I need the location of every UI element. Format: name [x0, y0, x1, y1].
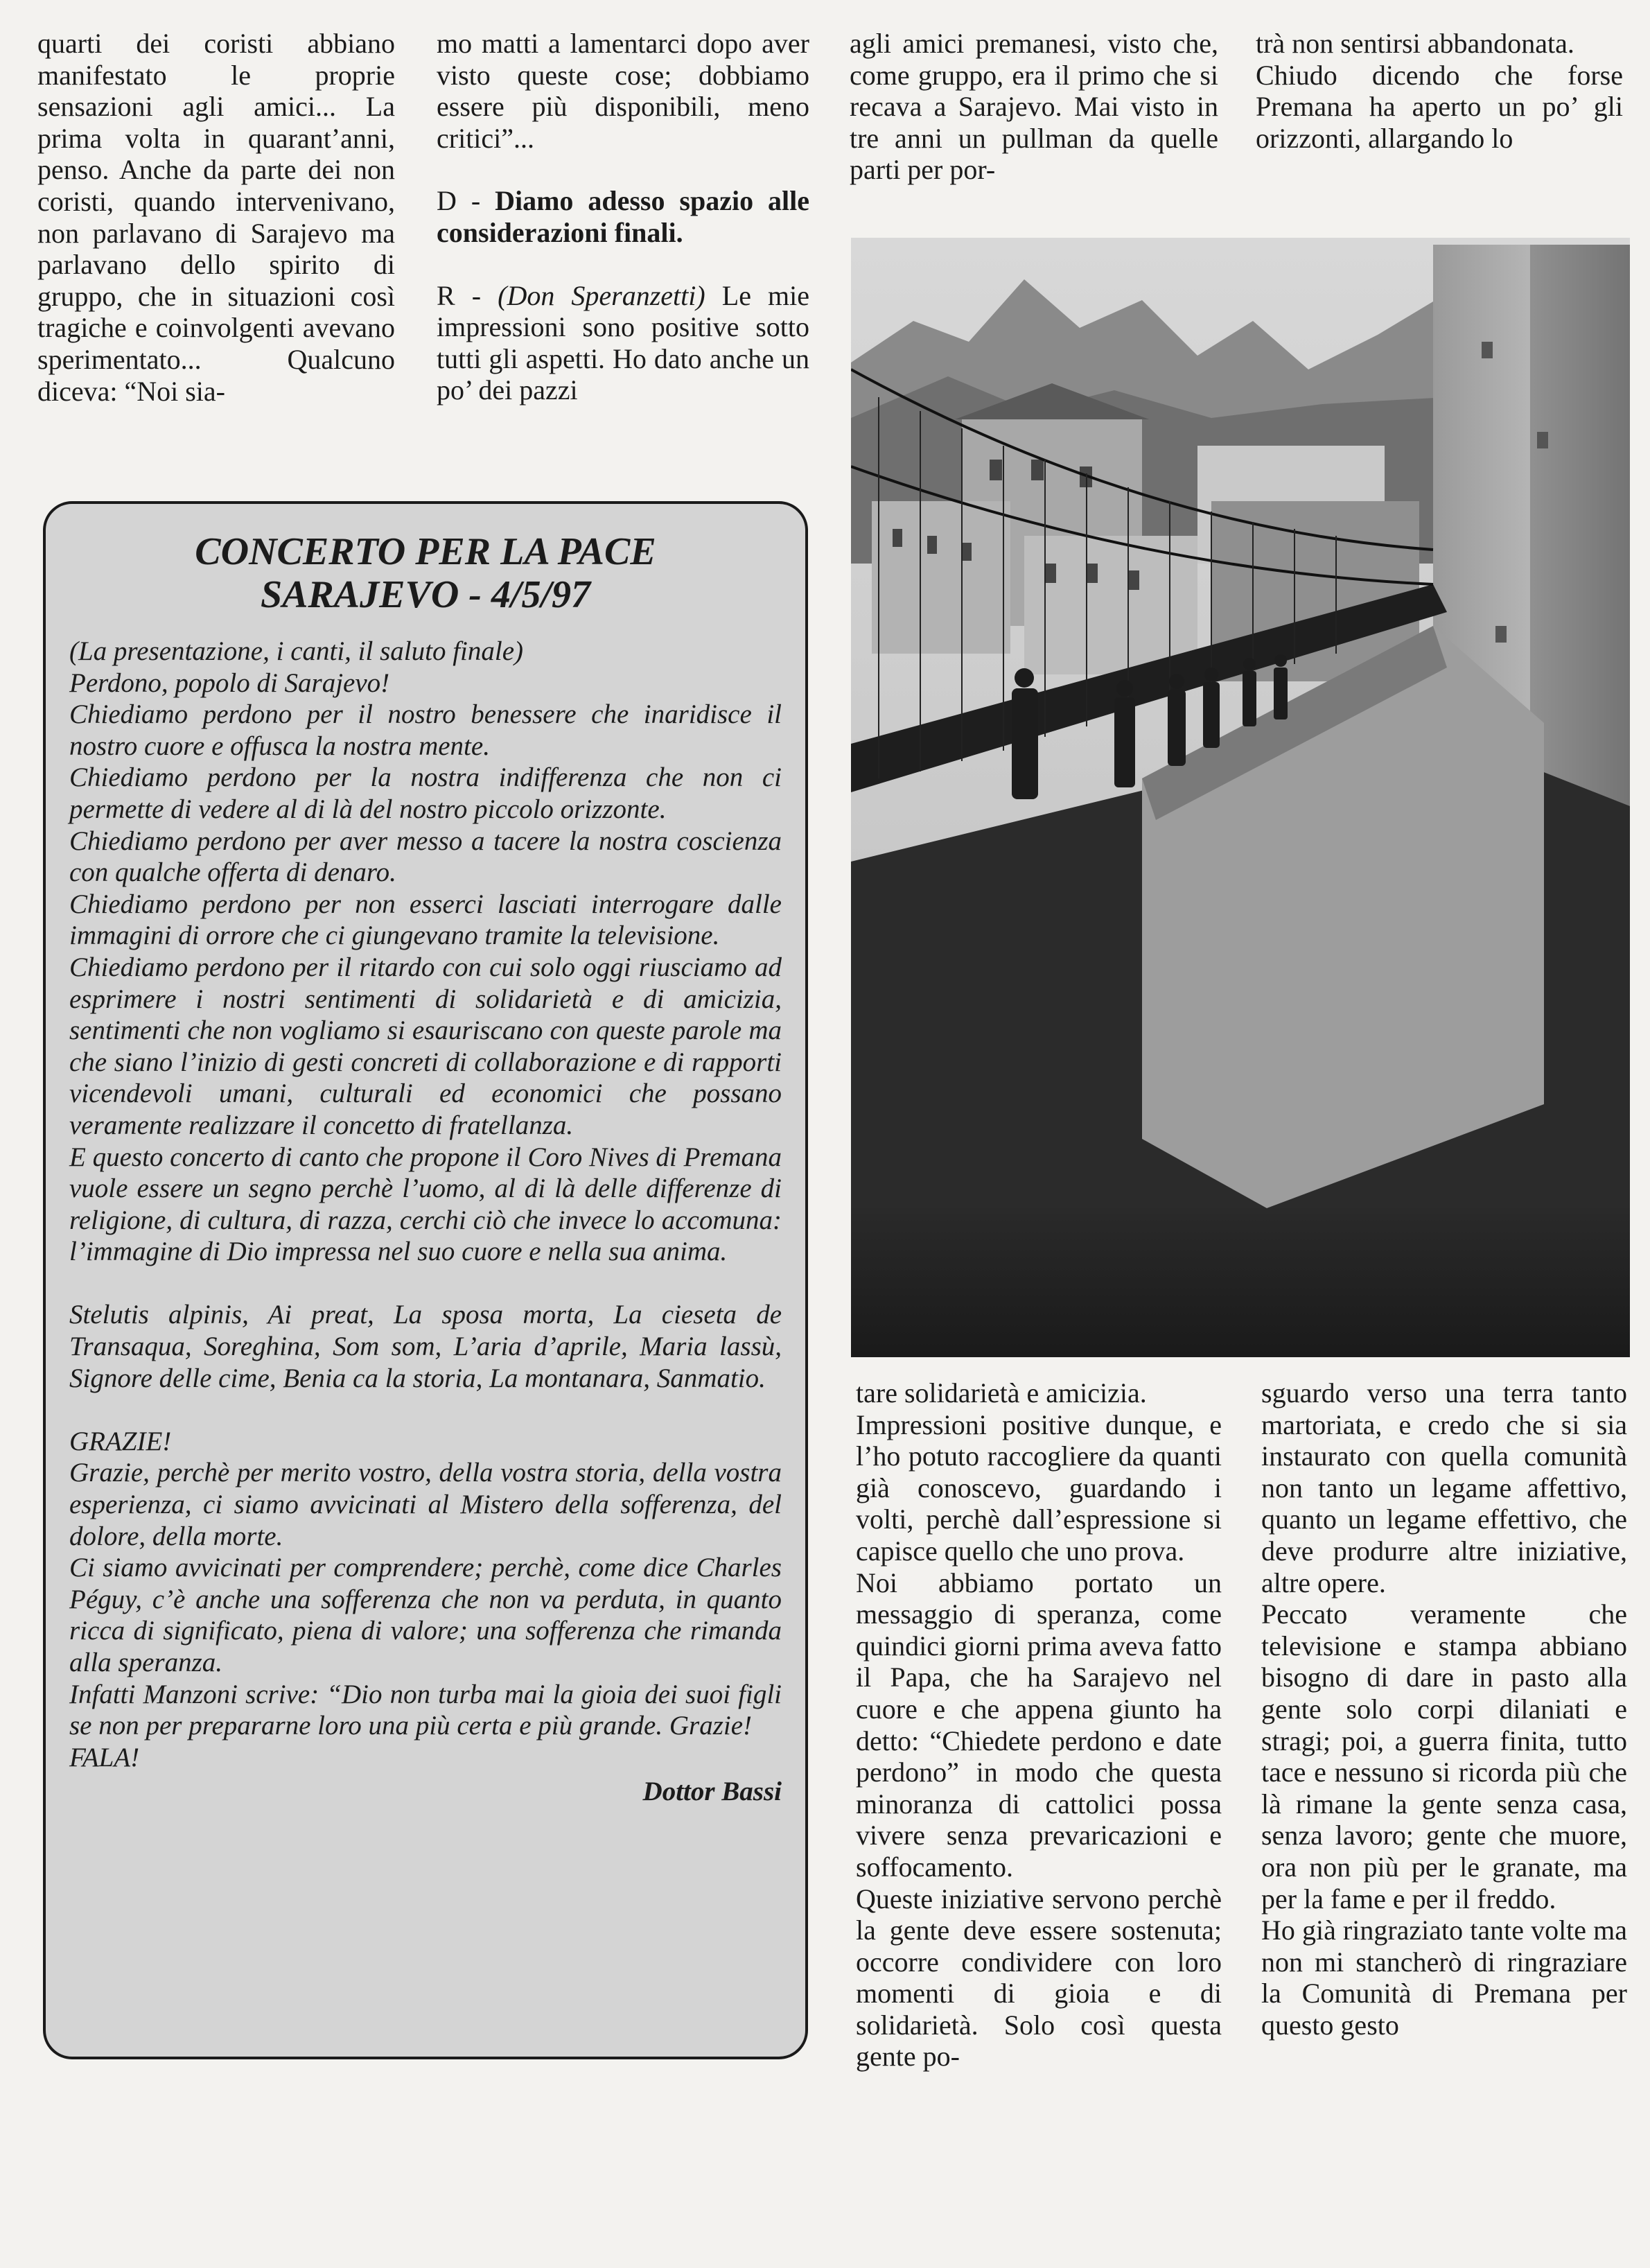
concert-signature: Dottor Bassi [642, 1777, 782, 1807]
concert-paragraph: Grazie, perchè per merito vostro, della vostra storia, della vostra esperienza, ci siamo avvicinati al Mistero della sofferenza, del dolore, della morte. [69, 1458, 782, 1551]
question-prefix: D - [437, 185, 495, 217]
blank-line [69, 1268, 782, 1300]
interview-question [437, 185, 809, 248]
column6-paragraph: sguardo verso una terra tanto martoriata, e credo che si sia instaurato con quella comunità non tanto un legame affettivo, quanto un legame effettivo, che deve produrre altre iniziative, altre opere. [1261, 1377, 1627, 1598]
article-column-2 [437, 28, 809, 406]
blank-line [69, 1394, 782, 1426]
interview-answer [437, 280, 809, 406]
column3-paragraph: agli amici premanesi, visto che, come gruppo, era il primo che si recava a Sarajevo. Mai visto in tre anni un pullman da quelle parti per por- [850, 28, 1218, 186]
concert-paragraph: Ci siamo avvicinati per comprendere; perchè, come dice Charles Péguy, c’è anche una sofferenza che non va perduta, in quanto ricca di significato, piena di valore; una sofferenza che rimanda alla speranza. [69, 1553, 782, 1677]
column6-paragraph: Ho già ringraziato tante volte ma non mi stancherò di ringraziare la Comunità di Premana per questo gesto [1261, 1914, 1627, 2041]
bridge-photo [851, 238, 1630, 1357]
column4-paragraph: Chiudo dicendo che forse Premana ha aperto un po’ gli orizzonti, allargando lo [1256, 59, 1623, 154]
answer-speaker: (Don Speranzetti) [498, 279, 705, 311]
article-column-6 [1261, 1377, 1627, 2041]
song-list: Stelutis alpinis, Ai preat, La sposa morta, La cieseta de Transaqua, Soreghina, Som som, L’aria d’aprile, Maria lassù, Signore delle cime, Benia ca la storia, La montanara, Sanmatio. [69, 1300, 782, 1393]
bridge-photo-image [851, 238, 1630, 1357]
answer-text: Le mie impressioni sono positive sotto tutti gli aspetti. Ho dato anche un po’ dei pazzi [437, 279, 809, 406]
column5-paragraph: Impressioni positive dunque, e l’ho potuto raccogliere da quanti già conoscevo, guardando i volti, perchè dall’espressione si capisce quello che uno prova. [856, 1408, 1222, 1567]
concert-paragraph: Chiediamo perdono per il nostro benessere che inaridisce il nostro cuore e offusca la nostra mente. [69, 699, 782, 761]
concert-paragraph: GRAZIE! [69, 1426, 172, 1456]
question-text: Diamo adesso spazio alle considerazioni finali. [437, 185, 809, 248]
concert-paragraph: Perdono, popolo di Sarajevo! [69, 668, 390, 698]
concert-paragraph: Chiediamo perdono per il ritardo con cui solo oggi riusciamo ad esprimere i nostri sentimenti di solidarietà e di amicizia, sentimenti che non vogliamo si esauriscano con queste parole ma che siano l’inizio di gesti concreti di collaborazione e di rapporti vicendevoli umani, culturali ed economici che possano veramente realizzare il concetto di fratellanza. [69, 952, 782, 1140]
concert-paragraph: FALA! [69, 1742, 140, 1772]
concert-text [69, 636, 782, 1773]
article-column-3 [850, 28, 1218, 186]
article-column-1 [37, 28, 395, 407]
column5-paragraph: tare solidarietà e amicizia. [856, 1377, 1147, 1408]
concert-title: CONCERTO PER LA PACE SARAJEVO - 4/5/97 [195, 530, 656, 616]
answer-prefix: R - [437, 279, 498, 311]
article-column-4 [1256, 28, 1623, 154]
article-column-5 [856, 1377, 1222, 2073]
concert-subtitle: (La presentazione, i canti, il saluto finale) [69, 636, 524, 666]
concert-paragraph: Chiediamo perdono per la nostra indifferenza che non ci permette di vedere al di là del nostro piccolo orizzonte. [69, 762, 782, 824]
concert-paragraph: Infatti Manzoni scrive: “Dio non turba mai la gioia dei suoi figli se non per prepararne loro una più certa e più grande. Grazie! [69, 1679, 782, 1741]
concert-paragraph: Chiediamo perdono per aver messo a tacere la nostra coscienza con qualche offerta di denaro. [69, 826, 782, 888]
column1-paragraph: quarti dei coristi abbiano manifestato le proprie sensazioni agli amici... La prima volta in quarant’anni, penso. Anche da parte dei non coristi, quando intervenivano, non parlavano di Sarajevo ma parlavano dello spirito di gruppo, che in situazioni così tragiche e coinvolgenti avevano sperimentato... Qualcuno diceva: “Noi sia- [37, 28, 395, 407]
column5-paragraph: Noi abbiamo portato un messaggio di speranza, come quindici giorni prima aveva fatto il Papa, che ha Sarajevo nel cuore e che appena giunto ha detto: “Chiedete perdono e date perdono” in modo che questa minoranza di cattolici possa vivere senza prevaricazioni e soffocamento. [856, 1567, 1222, 1883]
concert-box [43, 501, 808, 2059]
column4-paragraph: trà non sentirsi abbandonata. [1256, 28, 1574, 59]
concert-paragraph: E questo concerto di canto che propone il Coro Nives di Premana vuole essere un segno perchè l’uomo, al di là delle differenze di religione, di cultura, di razza, cerchi ciò che invece lo accomuna: l’immagine di Dio impressa nel suo cuore e nella sua anima. [69, 1142, 782, 1267]
column2-paragraph: mo matti a lamentarci dopo aver visto queste cose; dobbiamo essere più disponibili, meno critici”... [437, 28, 809, 154]
concert-paragraph: Chiediamo perdono per non esserci lasciati interrogare dalle immagini di orrore che ci giungevano tramite la televisione. [69, 889, 782, 951]
column6-paragraph: Peccato veramente che televisione e stampa abbiano bisogno di dare in pasto alla gente solo corpi dilaniati e stragi; poi, a guerra finita, tutto tace e nessuno si ricorda più che là rimane la gente senza casa, senza lavoro; gente che muore, ora non più per le granate, ma per la fame e per il freddo. [1261, 1598, 1627, 1914]
column5-paragraph: Queste iniziative servono perchè la gente deve essere sostenuta; occorre condividere con loro momenti di gioia e di solidarietà. Solo così questa gente po- [856, 1883, 1222, 2073]
